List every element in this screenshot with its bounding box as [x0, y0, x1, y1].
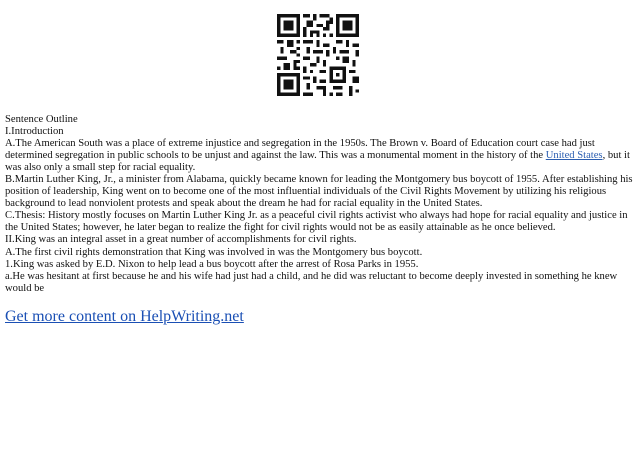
- helpwriting-link[interactable]: Get more content on HelpWriting.net: [5, 308, 244, 325]
- outline-point-a-text-end: , but it was also only a small step for racial equality.: [5, 150, 630, 174]
- qr-code-icon: [277, 14, 359, 96]
- outline-title: Sentence Outline: [5, 114, 78, 125]
- outline-section-ii: II.King was an integral asset in a great number of accomplishments for civil rights.: [5, 234, 357, 246]
- outline-point-c-thesis: C.Thesis: History mostly focuses on Martin Luther King Jr. as a peaceful civil rights activist who always had hope for racial equality and justice in the United States; however, he later began to realize the fight for civil rights would not be as easily attainable as he once believed.: [5, 210, 628, 234]
- outline-point-a-text-start: A.The American South was a place of extreme injustice and segregation in the 1950s. The Brown v. Board of Education court case had just determined segregation in public schools to be unjust and against the law. This was a monumental moment in the history of the: [5, 138, 595, 162]
- outline-point-a: [5, 138, 633, 174]
- outline-section-introduction: I.Introduction: [5, 126, 64, 138]
- outline-point-a-section-ii: A.The first civil rights demonstration that King was involved in was the Montgomery bus boycott.: [5, 246, 423, 258]
- outline-subpoint-a: a.He was hesitant at first because he and his wife had just had a child, and he did was reluctant to become deeply invested in something he knew would be: [5, 270, 618, 294]
- outline-subpoint-1: 1.King was asked by E.D. Nixon to help lead a bus boycott after the arrest of Rosa Parks in 1955.: [5, 258, 419, 270]
- sentence-outline: [5, 114, 633, 295]
- outline-point-b: B.Martin Luther King, Jr., a minister from Alabama, quickly became known for leading the Montgomery bus boycott of 1955. After establishing his position of leadership, King went on to become one of the most influential individuals of the Civil Rights Movement by utilizing his religious background to lead nonviolent protests and speak about the dream he had for racial equality in the United States.: [5, 174, 633, 210]
- united-states-link[interactable]: United States: [545, 150, 603, 162]
